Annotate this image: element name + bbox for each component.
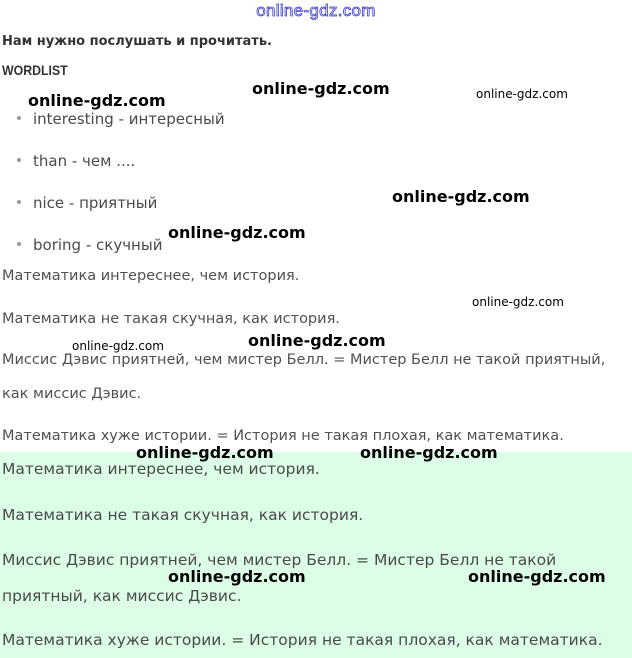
bullet-icon [17, 116, 21, 120]
sentence-1: Математика интереснее, чем история. [2, 268, 300, 284]
top-watermark: online-gdz.com [256, 1, 376, 20]
watermark-text: online-gdz.com [168, 567, 306, 586]
watermark-text: online-gdz.com [472, 295, 564, 309]
sentence-3-cont: как миссис Дэвис. [2, 386, 142, 402]
wordlist-item: interesting - интересный [17, 110, 225, 128]
watermark-text: online-gdz.com [476, 87, 568, 101]
watermark-text: online-gdz.com [252, 79, 390, 98]
answer-3: Миссис Дэвис приятней, чем мистер Белл. = Мистер Белл не такой [2, 551, 557, 569]
answer-4: Математика хуже истории. = История не такая плохая, как математика. [2, 631, 603, 649]
wordlist-item: nice - приятный [17, 194, 157, 212]
answer-2: Математика не такая скучная, как история. [2, 506, 364, 524]
watermark-text: online-gdz.com [248, 331, 386, 350]
answer-3-cont: приятный, как миссис Дэвис. [2, 587, 242, 605]
bullet-icon [17, 242, 21, 246]
sentence-3: Миссис Дэвис приятней, чем мистер Белл. = Мистер Белл не такой приятный, [2, 352, 606, 368]
wordlist-item: than - чем .... [17, 152, 135, 170]
watermark-text: online-gdz.com [468, 567, 606, 586]
watermark-text: online-gdz.com [360, 443, 498, 462]
wordlist-title: WORDLIST [2, 62, 68, 78]
watermark-text: online-gdz.com [136, 443, 274, 462]
answer-1: Математика интереснее, чем история. [2, 460, 320, 478]
watermark-text: online-gdz.com [392, 187, 530, 206]
bullet-icon [17, 158, 21, 162]
wordlist-item: boring - скучный [17, 236, 162, 254]
watermark-text: online-gdz.com [72, 339, 164, 353]
sentence-2: Математика не такая скучная, как история. [2, 311, 340, 327]
task-heading: Нам нужно послушать и прочитать. [2, 34, 272, 49]
sentence-4: Математика хуже истории. = История не такая плохая, как математика. [2, 428, 564, 444]
watermark-text: online-gdz.com [28, 91, 166, 110]
watermark-text: online-gdz.com [168, 223, 306, 242]
bullet-icon [17, 200, 21, 204]
